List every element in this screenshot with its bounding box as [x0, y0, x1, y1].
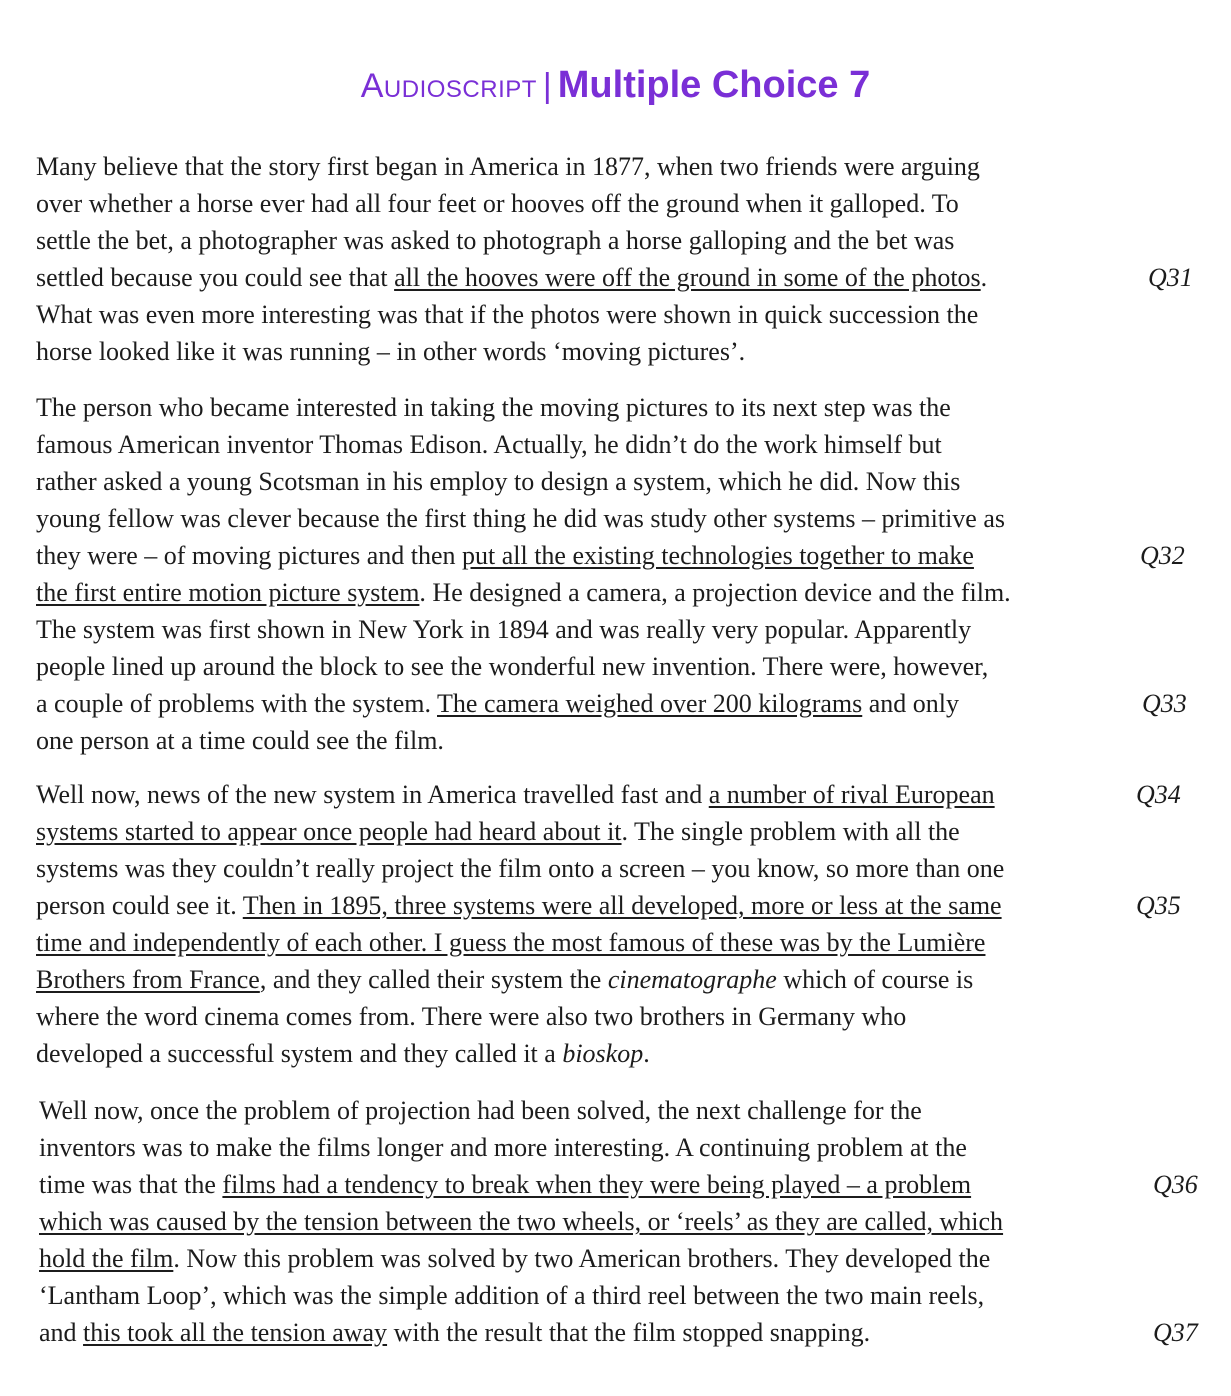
text-line — [36, 850, 1226, 887]
text-line — [36, 463, 1226, 500]
italic-term: bioskop — [562, 1039, 644, 1068]
line-text: where the word cinema comes from. There were also two brothers in Germany who — [36, 1002, 907, 1031]
text-line — [36, 887, 1226, 924]
underlined-answer: which was caused by the tension between the two wheels, or ‘reels’ as they are called, which — [39, 1207, 1004, 1236]
line-text: time was that the — [39, 1170, 223, 1199]
line-text: . — [980, 263, 988, 292]
paragraph-4 — [39, 1092, 1229, 1351]
text-line — [36, 426, 1226, 463]
text-line — [36, 813, 1226, 850]
text-line — [39, 1092, 1229, 1129]
question-label-q34: Q34 — [1136, 780, 1181, 809]
text-line — [39, 1203, 1229, 1240]
question-label-q37: Q37 — [1153, 1318, 1198, 1347]
line-text: inventors was to make the films longer and more interesting. A continuing problem at the — [39, 1133, 967, 1162]
line-text: a couple of problems with the system. — [36, 689, 438, 718]
text-line — [36, 500, 1226, 537]
underlined-answer: put all the existing technologies together to make — [462, 541, 974, 570]
underlined-answer: all the hooves were off the ground in some of the photos — [394, 263, 981, 292]
line-text: young fellow was clever because the first thing he did was study other systems – primitive as — [36, 504, 1006, 533]
paragraph-2 — [36, 389, 1226, 759]
line-text: settle the bet, a photographer was asked to photograph a horse galloping and the bet was — [36, 226, 955, 255]
question-label-q35: Q35 — [1136, 891, 1181, 920]
text-line — [39, 1166, 1229, 1203]
text-line — [36, 722, 1226, 759]
line-text: one person at a time could see the film. — [36, 726, 444, 755]
line-text: and only — [862, 689, 960, 718]
text-line — [39, 1240, 1229, 1277]
text-line — [36, 685, 1226, 722]
underlined-answer: films had a tendency to break when they were being played – a problem — [222, 1170, 972, 1199]
text-line — [36, 185, 1226, 222]
line-text: horse looked like it was running – in other words ‘moving pictures’. — [36, 337, 746, 366]
text-line — [36, 648, 1226, 685]
text-line — [36, 389, 1226, 426]
text-line — [39, 1277, 1229, 1314]
title-prefix: Audioscript — [360, 67, 537, 105]
underlined-answer: this took all the tension away — [83, 1318, 388, 1347]
paragraph-1 — [36, 148, 1226, 370]
line-text: . He designed a camera, a projection device and the film. — [419, 578, 1011, 607]
line-text: famous American inventor Thomas Edison. Actually, he didn’t do the work himself but — [36, 430, 942, 459]
text-line — [36, 924, 1226, 961]
paragraph-3 — [36, 776, 1226, 1072]
line-text: settled because you could see that — [36, 263, 395, 292]
line-text: The person who became interested in taking the moving pictures to its next step was the — [36, 393, 951, 422]
line-text: What was even more interesting was that if the photos were shown in quick succession the — [36, 300, 979, 329]
page-title — [0, 64, 1231, 107]
title-separator: | — [542, 67, 552, 105]
text-line — [36, 333, 1226, 370]
line-text: rather asked a young Scotsman in his employ to design a system, which he did. Now this — [36, 467, 961, 496]
text-line — [36, 998, 1226, 1035]
underlined-answer: time and independently of each other. I guess the most famous of these was by the Lumière — [36, 928, 986, 957]
underlined-answer: a number of rival European — [708, 780, 995, 809]
line-text: Well now, news of the new system in America travelled fast and — [36, 780, 709, 809]
text-line — [36, 148, 1226, 185]
line-text: and — [39, 1318, 84, 1347]
line-text: with the result that the film stopped snapping. — [387, 1318, 871, 1347]
question-label-q32: Q32 — [1140, 541, 1185, 570]
line-text: The system was first shown in New York in 1894 and was really very popular. Apparently — [36, 615, 972, 644]
text-line — [39, 1129, 1229, 1166]
question-label-q31: Q31 — [1148, 263, 1193, 292]
line-text: person could see it. — [36, 891, 243, 920]
line-text: over whether a horse ever had all four feet or hooves off the ground when it galloped. To — [36, 189, 959, 218]
text-line — [36, 1035, 1226, 1072]
italic-term: cinematographe — [607, 965, 777, 994]
text-line — [36, 961, 1226, 998]
text-line — [36, 776, 1226, 813]
line-text: , and they called their system the — [259, 965, 608, 994]
text-line — [36, 611, 1226, 648]
underlined-answer: Brothers from France — [36, 965, 260, 994]
line-text: they were – of moving pictures and then — [36, 541, 462, 570]
title-main: Multiple Choice 7 — [557, 64, 871, 106]
question-label-q33: Q33 — [1142, 689, 1187, 718]
text-line — [36, 296, 1226, 333]
line-text: Many believe that the story first began in America in 1877, when two friends were arguing — [36, 152, 980, 181]
line-text: . The single problem with all the — [621, 817, 960, 846]
line-text: Well now, once the problem of projection had been solved, the next challenge for the — [39, 1096, 922, 1125]
text-line — [36, 222, 1226, 259]
underlined-answer: Then in 1895, three systems were all developed, more or less at the same — [242, 891, 1002, 920]
text-line — [36, 574, 1226, 611]
underlined-answer: systems started to appear once people had heard about it — [36, 817, 622, 846]
underlined-answer: the first entire motion picture system — [36, 578, 420, 607]
text-line — [39, 1314, 1229, 1351]
underlined-answer: hold the film — [39, 1244, 174, 1273]
line-text: developed a successful system and they called it a — [36, 1039, 563, 1068]
line-text: which of course is — [776, 965, 974, 994]
text-line — [36, 259, 1226, 296]
line-text: . — [643, 1039, 650, 1068]
line-text: people lined up around the block to see the wonderful new invention. There were, however, — [36, 652, 989, 681]
underlined-answer: The camera weighed over 200 kilograms — [437, 689, 863, 718]
text-line — [36, 537, 1226, 574]
question-label-q36: Q36 — [1153, 1170, 1198, 1199]
line-text: ‘Lantham Loop’, which was the simple addition of a third reel between the two main reels, — [39, 1281, 985, 1310]
line-text: . Now this problem was solved by two American brothers. They developed the — [173, 1244, 991, 1273]
line-text: systems was they couldn’t really project the film onto a screen – you know, so more than one — [36, 854, 1005, 883]
